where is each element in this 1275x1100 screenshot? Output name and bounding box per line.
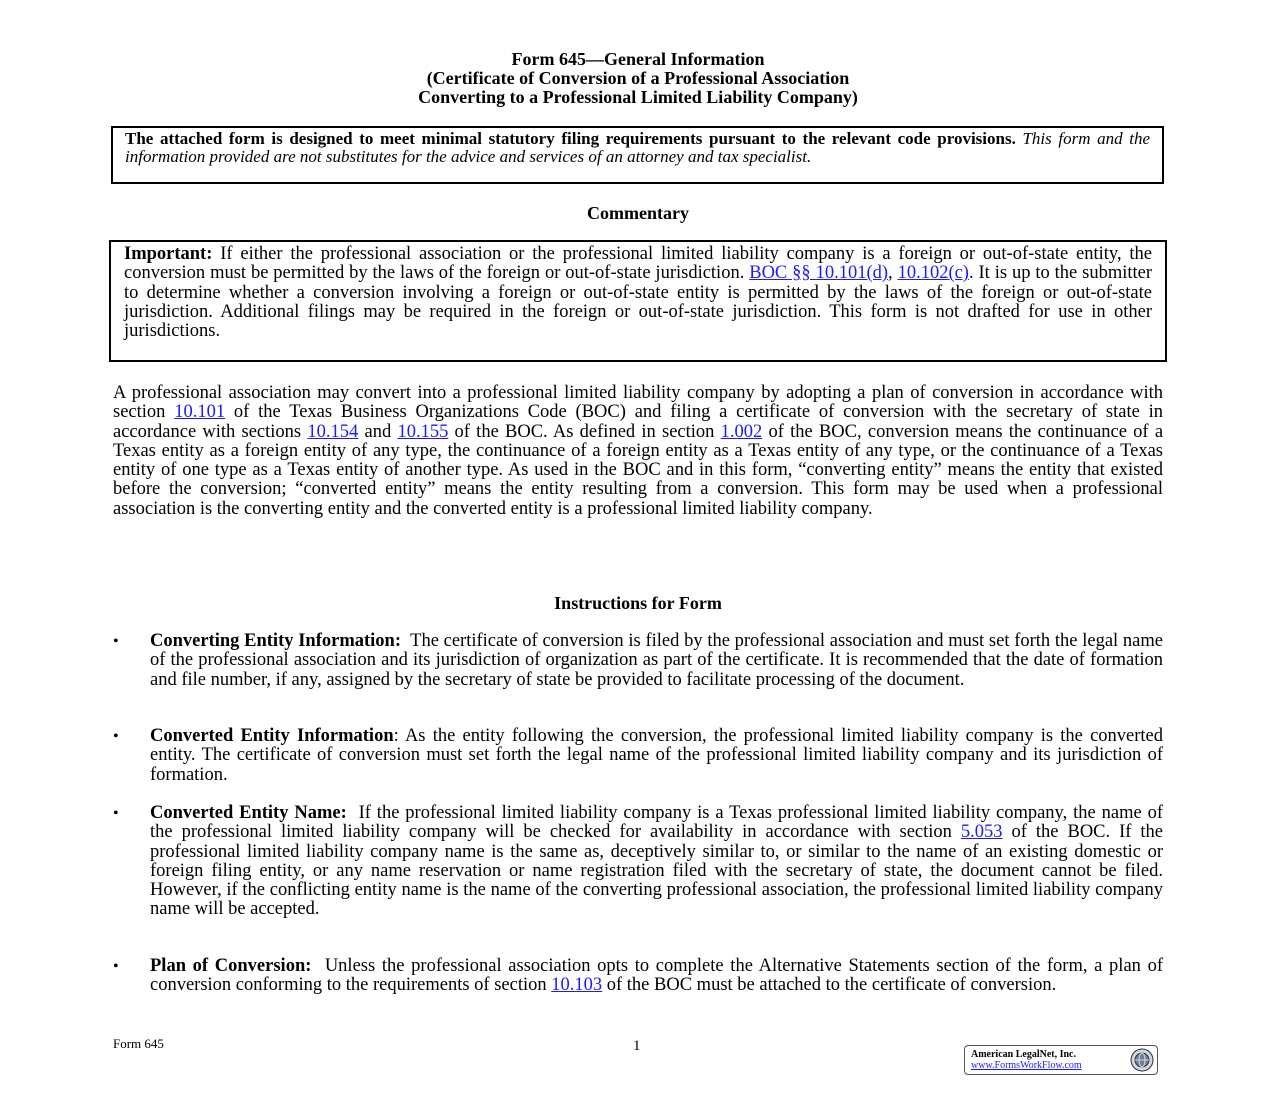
title-line-1: Form 645—General Information [511,49,765,69]
intro-text-2: of the Texas Business Organizations Code (BOC) and filing a certificate of conversion with the secretary of state in accordance with sections [113,402,1164,442]
bullet-icon: • [113,633,119,650]
important-label: Important: [124,244,213,264]
globe-icon [1130,1048,1154,1072]
link-section-10-101[interactable]: 10.101 [174,402,226,423]
bullet-label: Converted Entity Name: [150,803,347,823]
bullet-icon: • [113,728,119,745]
intro-text-1: A professional association may convert into a professional limited liability company by adopting a plan of conversion in accordance with section [113,383,1163,423]
instructions-heading: Instructions for Form [554,593,722,613]
list-item [113,804,1163,920]
list-item-text [150,727,1163,785]
intro-text-3: and [364,421,392,442]
disclaimer-box [111,126,1164,184]
bullet-body-cont: of the BOC. If the professional limited liability company name is the same as, deceptively similar to, or similar to the name of an existing domestic or foreign filing entity, or any name reservation or name registration filed with the secretary of state, the document cannot be filed. However, if the conflicting entity name is the name of the converting professional association, the professional limited liability company name will be accepted. [150,822,1164,920]
link-section-10-103[interactable]: 10.103 [551,975,603,996]
list-item [113,632,1163,690]
page-title [113,50,1163,107]
important-text-2: . It is up to the submitter to determine whether a conversion involving a foreign or out-of-state entity is permitted by the laws of the foreign or out-of-state jurisdiction. Additional filings may be required in the foreign or out-of-state jurisdiction. This form is not drafted for use in other jurisdictions. [124,263,1153,342]
list-item [113,727,1163,785]
important-box: Important: If either the professional association or the professional limited liability company is a foreign or out-of-state entity, the conversion must be permitted by the laws of the foreign or out-of-state jurisdiction. BOC §§ 10.101(d), 10.102(c). It is up to the submitter to determine whether a conversion involving a foreign or out-of-state entity is permitted by the laws of the foreign or out-of-state jurisdiction. Additional filings may be required in the foreign or out-of-state jurisdiction. This form is not drafted for use in other jurisdictions. [109,240,1167,362]
publisher-url[interactable]: www.FormsWorkFlow.com [971,1060,1082,1071]
link-boc-10-101d[interactable]: BOC §§ 10.101(d) [749,263,889,284]
link-boc-10-102c[interactable]: 10.102(c) [897,263,969,284]
list-item-text [150,957,1163,996]
list-item [113,957,1163,996]
link-section-1-002[interactable]: 1.002 [720,421,763,442]
bullet-body-cont: of the BOC must be attached to the certificate of conversion. [606,975,1057,996]
bullet-label: Converting Entity Information: [150,631,401,651]
title-line-3: Converting to a Professional Limited Liability Company) [418,87,858,107]
title-line-2: (Certificate of Conversion of a Professional Association [426,68,850,88]
intro-paragraph [113,384,1163,519]
link-section-10-155[interactable]: 10.155 [397,421,449,442]
link-section-10-154[interactable]: 10.154 [307,421,359,442]
intro-text-4: of the BOC. As defined in section [454,421,715,442]
bullet-icon: • [113,805,119,822]
important-text-1: If either the professional association or the professional limited liability company is a foreign or out-of-state entity, the conversion must be permitted by the laws of the foreign or out-of-state jurisdiction. [124,244,1153,284]
bullet-body: If the professional limited liability company is a Texas professional limited liability company, the name of the professional limited liability company will be checked for availability in accordance with section [150,803,1163,843]
publisher-badge[interactable] [964,1045,1158,1075]
disclaimer-italic: This form and the information provided are not substitutes for the advice and services of an attorney and tax specialist. [125,129,1150,166]
bullet-label: Converted Entity Information [150,726,394,746]
commentary-heading: Commentary [587,203,689,223]
page-number: 1 [633,1038,641,1054]
bullet-icon: • [113,958,119,975]
bullet-body: The certificate of conversion is filed by the professional association and must set forth the legal name of the professional association and its jurisdiction of organization as part of the certificate. It is recommended that the date of formation and file number, if any, assigned by the secretary of state be provided to facilitate processing of the document. [150,631,1163,690]
publisher-name: American LegalNet, Inc. [971,1049,1076,1060]
footer-form-label: Form 645 [113,1036,164,1051]
bullet-body: Unless the professional association opts to complete the Alternative Statements section of the form, a plan of conversion conforming to the requirements of section [150,956,1164,996]
disclaimer-bold: The attached form is designed to meet minimal statutory filing requirements pursuant to the relevant code provisions. [125,129,1016,148]
bullet-body: : As the entity following the conversion, the professional limited liability company is the converted entity. The certificate of conversion must set forth the legal name of the professional limited liability company and its jurisdiction of formation. [150,726,1163,785]
bullet-label: Plan of Conversion: [150,956,312,976]
list-item-text [150,632,1163,690]
link-section-5-053[interactable]: 5.053 [960,822,1003,843]
list-item-text [150,804,1163,920]
intro-text-5: of the BOC, conversion means the continuance of a Texas entity as a foreign entity of any type, the continuance of a foreign entity as a Texas entity of any type, or the continuance of a Texas entity of one type as a Texas entity of another type. As used in the BOC and in this form, “converting entity” means the entity that existed before the conversion; “converted entity” means the entity resulting from a conversion. This form may be used when a professional association is the converting entity and the converted entity is a professional limited liability company. [113,421,1164,519]
